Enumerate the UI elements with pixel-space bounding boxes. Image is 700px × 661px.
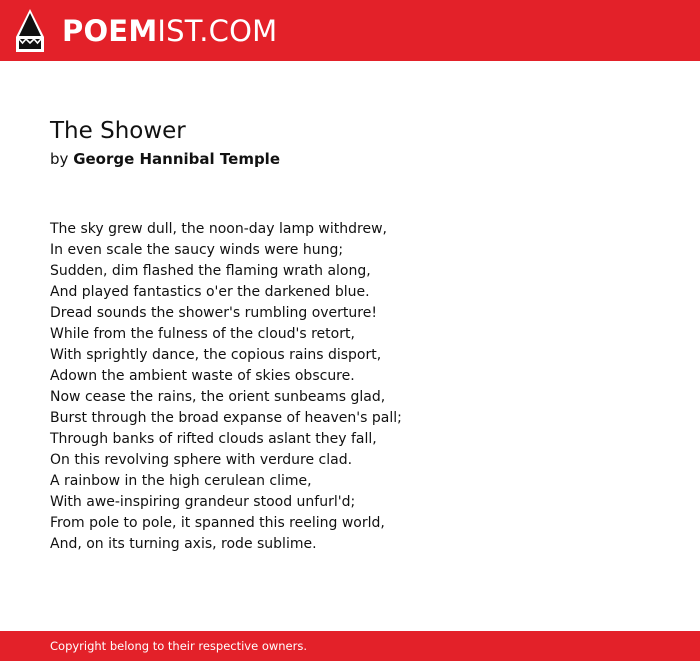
poem-line: Adown the ambient waste of skies obscure. bbox=[50, 368, 355, 384]
poem-line: On this revolving sphere with verdure clad. bbox=[50, 452, 353, 468]
poem-body bbox=[50, 219, 402, 555]
poem-line: And, on its turning axis, rode sublime. bbox=[50, 536, 317, 552]
site-header bbox=[0, 0, 700, 61]
poem-line: Through banks of rifted clouds aslant they fall, bbox=[50, 431, 377, 447]
site-logo-text[interactable] bbox=[62, 10, 277, 52]
poem-line: While from the fulness of the cloud's retort, bbox=[50, 326, 355, 342]
poem-line: Burst through the broad expanse of heaven's pall; bbox=[50, 410, 402, 426]
poem-line: The sky grew dull, the noon-day lamp withdrew, bbox=[50, 221, 387, 237]
poem-title: The Shower bbox=[50, 118, 186, 144]
brand-bold-text: POEM bbox=[62, 14, 158, 48]
poem-line: A rainbow in the high cerulean clime, bbox=[50, 473, 312, 489]
copyright-text: Copyright belong to their respective owners. bbox=[50, 639, 308, 653]
poem-line: Now cease the rains, the orient sunbeams glad, bbox=[50, 389, 386, 405]
poem-line: And played fantastics o'er the darkened blue. bbox=[50, 284, 370, 300]
pencil-tip-icon[interactable] bbox=[16, 9, 44, 52]
poem-line: In even scale the saucy winds were hung; bbox=[50, 242, 344, 258]
poem-line: From pole to pole, it spanned this reeling world, bbox=[50, 515, 385, 531]
poem-line: Sudden, dim flashed the flaming wrath along, bbox=[50, 263, 371, 279]
by-label: by bbox=[50, 150, 69, 168]
poem-author: George Hannibal Temple bbox=[73, 150, 281, 168]
poem-byline bbox=[50, 149, 280, 169]
poem-line: With sprightly dance, the copious rains disport, bbox=[50, 347, 382, 363]
brand-light-text: IST.COM bbox=[157, 14, 278, 48]
site-footer bbox=[0, 631, 700, 661]
poem-line: Dread sounds the shower's rumbling overture! bbox=[50, 305, 377, 321]
poem-line: With awe-inspiring grandeur stood unfurl'd; bbox=[50, 494, 356, 510]
